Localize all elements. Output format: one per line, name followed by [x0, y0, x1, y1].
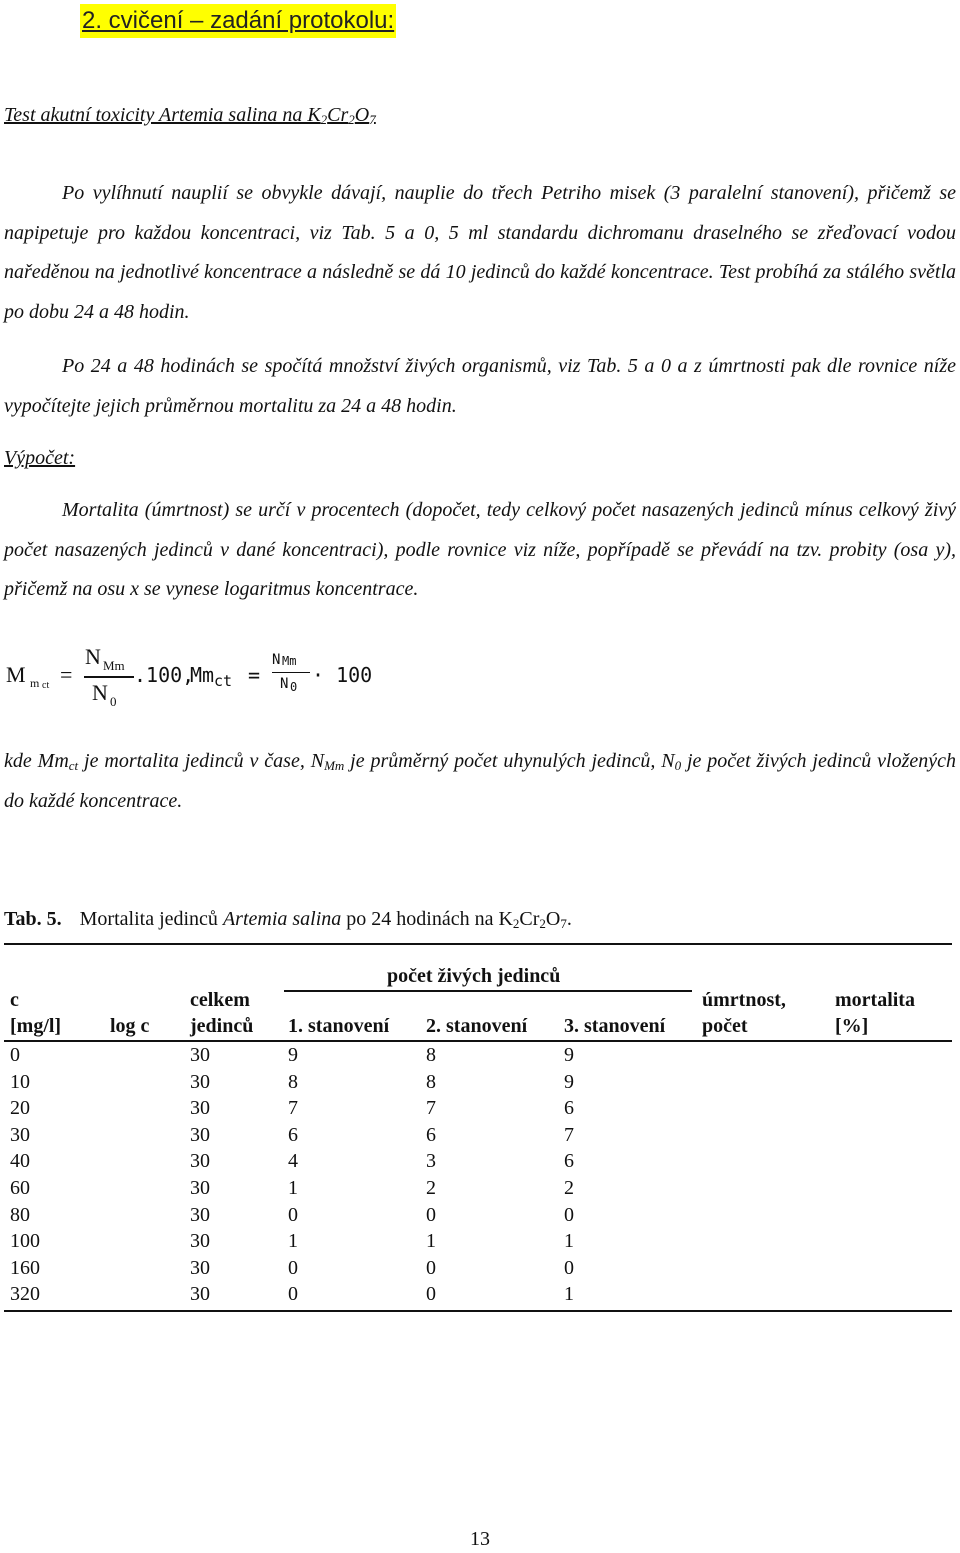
definition-text: kde Mm [4, 750, 69, 772]
cell-stanoveni-1: 8 [288, 1070, 298, 1093]
formula-definition [4, 742, 956, 821]
cell-stanoveni-2: 0 [426, 1283, 436, 1306]
subtitle-sub: 7 [369, 112, 376, 127]
cell-stanoveni-2: 2 [426, 1177, 436, 1199]
definition-sub: Mm [324, 758, 345, 773]
header-pocet: počet [702, 1015, 748, 1037]
formula-numerator: N [272, 652, 281, 668]
cell-stanoveni-2: 8 [426, 1044, 436, 1066]
cell-stanoveni-2: 3 [426, 1150, 436, 1173]
header-stanoveni-2: 2. stanovení [426, 1015, 528, 1037]
caption-text: O [545, 908, 561, 930]
fraction-bar [272, 672, 310, 673]
cell-stanoveni-3: 6 [564, 1097, 574, 1120]
formula-denominator-sub: 0 [290, 680, 298, 694]
definition-text: je počet živých jedinců vložených do každé koncentrace. [4, 750, 956, 812]
paragraph-procedure: Po vylíhnutí nauplií se obvykle dávají, nauplie do třech Petriho misek (3 paralelní stanovení), přičemž se napipetuje pro každou koncentraci, viz Tab. 5 a 0, 5 ml standardu dichromanu draselného se zřeďovací vodou naředěnou na jednotlivé koncentrace a následně se dá 10 jedinců do každé koncentrace. Test probíhá za stálého světla po dobu 24 a 48 hodin. [4, 182, 956, 323]
header-stanoveni-1: 1. stanovení [288, 1015, 390, 1037]
definition-sub: ct [68, 758, 79, 773]
header-stanoveni-3: 3. stanovení [564, 1015, 666, 1037]
cell-total: 30 [190, 1070, 210, 1093]
cell-stanoveni-1: 0 [288, 1256, 298, 1279]
cell-total: 30 [190, 1177, 210, 1199]
subtitle-text: Cr [327, 104, 349, 126]
header-percent: [%] [835, 1015, 869, 1037]
cell-stanoveni-1: 0 [288, 1283, 298, 1306]
formula-denominator: N [280, 676, 289, 692]
formula-denominator: N [92, 680, 108, 705]
formula-numerator-sub: Mm [103, 658, 125, 673]
definition-sub: 0 [674, 758, 682, 773]
section-heading: 2. cvičení – zadání protokolu: [80, 4, 396, 38]
cell-concentration: 100 [10, 1230, 40, 1253]
cell-stanoveni-2: 7 [426, 1097, 436, 1120]
table-caption [4, 905, 572, 933]
definition-text: je průměrný počet uhynulých jedinců, N [344, 750, 675, 772]
cell-stanoveni-1: 0 [288, 1203, 298, 1226]
table-header-rule [4, 1040, 952, 1042]
paragraph-counting: Po 24 a 48 hodinách se spočítá množství živých organismů, viz Tab. 5 a 0 a z úmrtnosti pak dle rovnice níže vypočítejte jejich průměrnou mortalitu za 24 a 48 hodin. [4, 355, 956, 417]
caption-sub: 2 [539, 916, 546, 931]
cell-stanoveni-2: 8 [426, 1070, 436, 1093]
mortality-formula [6, 632, 386, 712]
cell-stanoveni-3: 7 [564, 1123, 574, 1146]
cell-stanoveni-2: 1 [426, 1230, 436, 1253]
cell-concentration: 0 [10, 1044, 20, 1066]
cell-stanoveni-3: 1 [564, 1283, 574, 1306]
cell-stanoveni-3: 9 [564, 1044, 574, 1066]
formula-times: · 100 [312, 663, 373, 687]
cell-stanoveni-1: 7 [288, 1097, 298, 1120]
formula-equals: = [248, 663, 261, 687]
cell-stanoveni-3: 2 [564, 1177, 574, 1199]
header-celkem: celkem [190, 989, 250, 1011]
cell-concentration: 320 [10, 1283, 40, 1306]
formula-equals: = [60, 662, 73, 687]
cell-stanoveni-2: 6 [426, 1123, 436, 1146]
cell-stanoveni-1: 4 [288, 1150, 298, 1173]
cell-total: 30 [190, 1203, 210, 1226]
calculation-label: Výpočet: [4, 447, 76, 469]
subtitle-sub: 2 [348, 112, 355, 127]
table-label: Tab. 5. [4, 908, 62, 930]
table-bottom-rule [4, 1310, 952, 1312]
formula-lhs-sub: ct [42, 680, 50, 691]
table-top-rule [4, 943, 952, 945]
header-umrtnost: úmrtnost, [702, 989, 786, 1011]
cell-stanoveni-1: 1 [288, 1177, 298, 1199]
formula-numerator-sub: Mm [282, 654, 297, 668]
definition-text: je mortalita jedinců v čase, N [78, 750, 325, 772]
cell-stanoveni-3: 0 [564, 1203, 574, 1226]
subtitle-text: O [354, 104, 370, 126]
cell-stanoveni-3: 1 [564, 1230, 574, 1253]
formula-numerator: N [85, 644, 101, 669]
subtitle-text: Test akutní toxicity Artemia salina na K [4, 104, 321, 126]
formula-denominator-sub: 0 [110, 694, 117, 709]
caption-text: po 24 hodinách na K [341, 908, 513, 930]
page-number: 13 [470, 1528, 490, 1550]
cell-concentration: 20 [10, 1097, 30, 1120]
caption-sub: 7 [560, 916, 567, 931]
document-subtitle [4, 101, 376, 129]
cell-stanoveni-2: 0 [426, 1256, 436, 1279]
cell-total: 30 [190, 1283, 210, 1306]
cell-total: 30 [190, 1044, 210, 1066]
cell-stanoveni-1: 9 [288, 1044, 298, 1066]
cell-concentration: 80 [10, 1203, 30, 1226]
formula-lhs: M [6, 662, 26, 687]
header-c-unit: [mg/l] [10, 1015, 62, 1037]
caption-text: Cr [519, 908, 540, 930]
formula-mm-sub: ct [214, 672, 233, 690]
caption-sub: 2 [512, 916, 520, 931]
formula-lhs-sub: m [30, 676, 40, 690]
cell-total: 30 [190, 1097, 210, 1120]
subtitle-sub: 2 [320, 112, 328, 127]
cell-stanoveni-3: 6 [564, 1150, 574, 1173]
header-c: c [10, 989, 19, 1011]
group-header-rule [284, 990, 692, 992]
cell-total: 30 [190, 1230, 210, 1253]
cell-stanoveni-1: 1 [288, 1230, 298, 1253]
cell-stanoveni-3: 0 [564, 1256, 574, 1279]
cell-total: 30 [190, 1123, 210, 1146]
header-jedincu: jedinců [190, 1015, 254, 1037]
formula-tail: .100, [134, 663, 195, 687]
cell-stanoveni-2: 0 [426, 1203, 436, 1226]
header-mortalita: mortalita [835, 989, 915, 1011]
cell-total: 30 [190, 1256, 210, 1279]
caption-species: Artemia salina [222, 908, 342, 930]
cell-concentration: 60 [10, 1177, 30, 1199]
cell-stanoveni-3: 9 [564, 1070, 574, 1093]
formula-mm: Mm [190, 663, 215, 687]
caption-text: . [566, 908, 572, 930]
paragraph-mortality: Mortalita (úmrtnost) se určí v procentech (dopočet, tedy celkový počet nasazených jedinců mínus celkový živý počet nasazených jedinců v dané koncentraci), podle rovnice viz níže, popřípadě se převádí na tzv. probity (osa y), přičemž na osu x se vynese logaritmus koncentrace. [4, 499, 956, 600]
fraction-bar [84, 676, 134, 678]
cell-total: 30 [190, 1150, 210, 1173]
group-header: počet živých jedinců [387, 965, 561, 987]
cell-concentration: 10 [10, 1070, 30, 1093]
cell-concentration: 30 [10, 1123, 30, 1146]
cell-stanoveni-1: 6 [288, 1123, 298, 1146]
header-log-c: log c [110, 1015, 150, 1037]
cell-concentration: 160 [10, 1256, 40, 1279]
caption-text: Mortalita jedinců [79, 908, 223, 930]
cell-concentration: 40 [10, 1150, 30, 1173]
